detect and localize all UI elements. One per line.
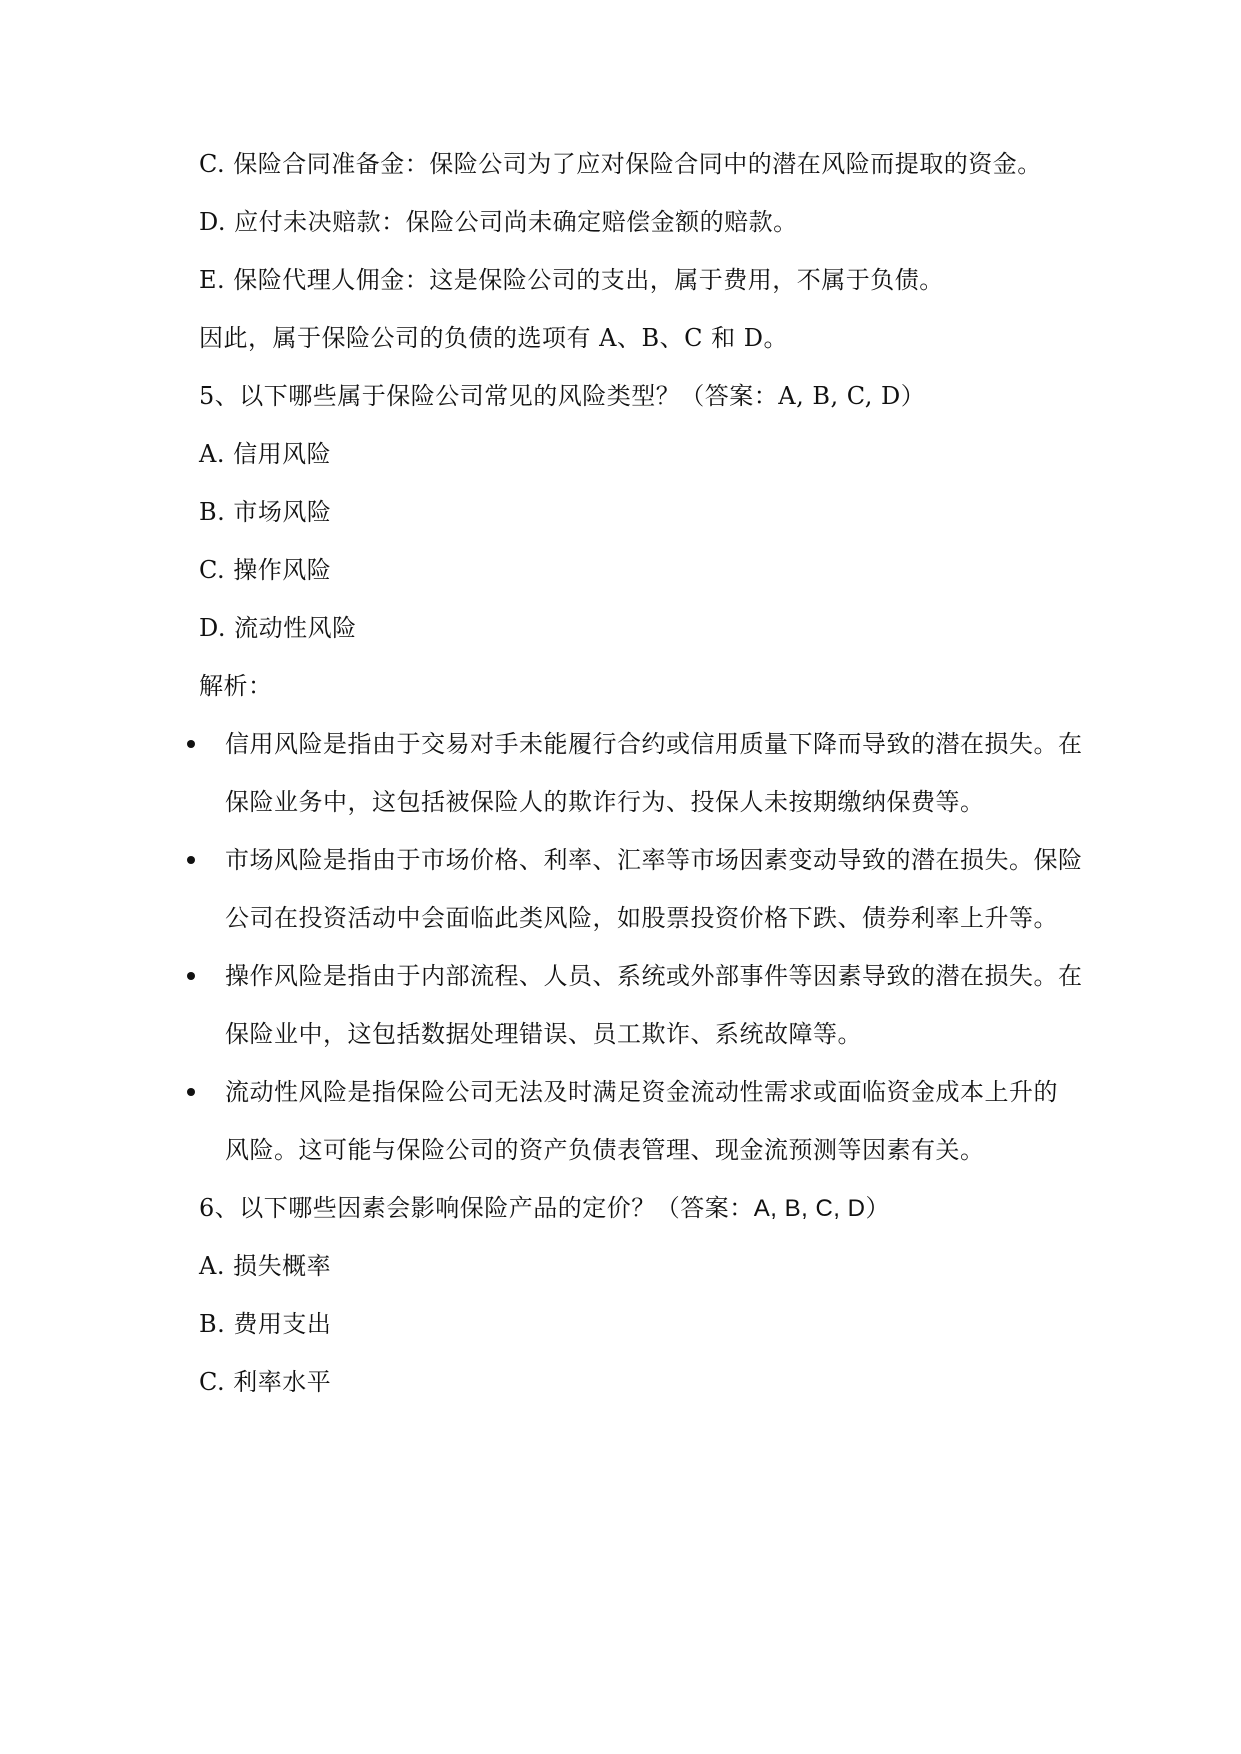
q5-option-c: C. 操作风险 (199, 556, 332, 584)
q6-option-b: B. 费用支出 (199, 1310, 332, 1338)
q5-option-a: A. 信用风险 (199, 440, 332, 468)
question-6-suffix: ） (865, 1194, 890, 1222)
option-c-reserve: C. 保险合同准备金：保险公司为了应对保险合同中的潜在风险而提取的资金。 (199, 150, 1042, 178)
bullet-dot (187, 740, 195, 748)
bullet-line-2: 风险。这可能与保险公司的资产负债表管理、现金流预测等因素有关。 (225, 1136, 985, 1164)
conclusion-text: 因此，属于保险公司的负债的选项有 A、B、C 和 D。 (199, 324, 788, 352)
bullet-line-2: 保险业务中，这包括被保险人的欺诈行为、投保人未按期缴纳保费等。 (225, 788, 985, 816)
option-d-claims: D. 应付未决赔款：保险公司尚未确定赔偿金额的赔款。 (199, 208, 798, 236)
option-e-commission: E. 保险代理人佣金：这是保险公司的支出，属于费用，不属于负债。 (199, 266, 944, 294)
bullet-line-2: 保险业中，这包括数据处理错误、员工欺诈、系统故障等。 (225, 1020, 862, 1048)
q5-option-d: D. 流动性风险 (199, 614, 357, 642)
bullet-line-1: 信用风险是指由于交易对手未能履行合约或信用质量下降而导致的潜在损失。在 (225, 730, 1083, 758)
question-6-answer: A, B, C, D (753, 1195, 866, 1222)
question-6-prefix: 6、以下哪些因素会影响保险产品的定价？（答案： (199, 1194, 754, 1222)
bullet-line-1: 流动性风险是指保险公司无法及时满足资金流动性需求或面临资金成本上升的 (225, 1078, 1058, 1106)
bullet-dot (187, 1088, 195, 1096)
question-6 (199, 1192, 890, 1225)
analysis-heading: 解析： (199, 672, 273, 700)
q6-option-a: A. 损失概率 (199, 1252, 332, 1280)
bullet-line-2: 公司在投资活动中会面临此类风险，如股票投资价格下跌、债券利率上升等。 (225, 904, 1058, 932)
q6-option-c: C. 利率水平 (199, 1368, 332, 1396)
bullet-line-1: 市场风险是指由于市场价格、利率、汇率等市场因素变动导致的潜在损失。保险 (225, 846, 1083, 874)
q5-option-b: B. 市场风险 (199, 498, 332, 526)
question-5: 5、以下哪些属于保险公司常见的风险类型？（答案：A, B, C, D） (199, 382, 926, 410)
bullet-dot (187, 972, 195, 980)
bullet-dot (187, 856, 195, 864)
bullet-line-1: 操作风险是指由于内部流程、人员、系统或外部事件等因素导致的潜在损失。在 (225, 962, 1083, 990)
